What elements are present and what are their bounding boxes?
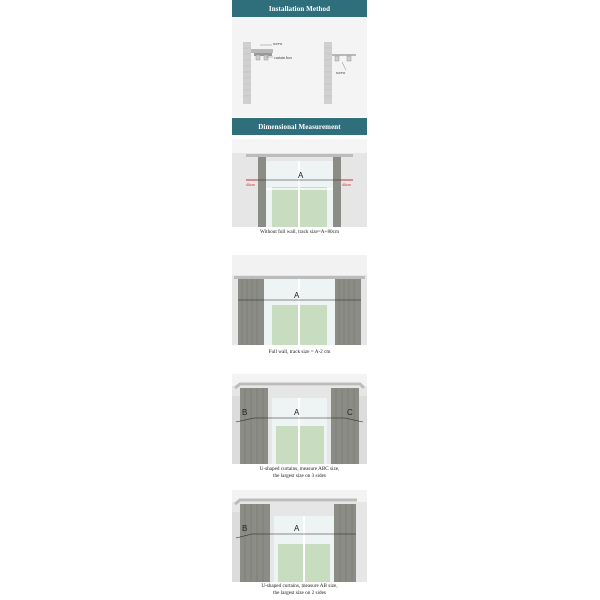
installation-method-banner (232, 0, 367, 17)
dimension-letter-a: A (294, 291, 300, 300)
installation-method-title: Installation Method (268, 4, 331, 13)
dimension-letter-a: A (294, 524, 300, 533)
room-illustration-2 (232, 255, 367, 345)
caption-full-wall (232, 349, 367, 356)
dimension-letter-a: A (298, 171, 304, 180)
product-detail-column (232, 0, 367, 600)
installation-diagram-panel (232, 17, 367, 117)
dimension-letter-b: B (242, 408, 248, 417)
caption-line: the largest size on 3 sides (273, 472, 326, 479)
caption-line: the largest size on 2 sides (273, 589, 326, 596)
dimension-letter-b: B (242, 524, 248, 533)
screw-label-right: screw (336, 70, 346, 75)
caption-line: U-shaped curtains, measure ABC size, (259, 466, 340, 472)
side-label-left: 40cm (246, 183, 255, 187)
caption-u-shaped-ab (232, 583, 367, 596)
curtain-box-label: curtain box (274, 55, 293, 60)
room-illustration-4 (232, 490, 367, 582)
room-illustration-1 (232, 139, 367, 227)
panel-without-full-wall (232, 139, 367, 227)
caption-without-full-wall (232, 229, 367, 236)
panel-full-wall (232, 255, 367, 345)
left-wall-illustration (243, 42, 273, 104)
dimension-letter-c: C (347, 408, 353, 417)
caption-line: Full wall, track size = A-2 cm (268, 349, 331, 355)
caption-line: Without full wall, track size=A+80cm (260, 229, 339, 235)
dimensional-measurement-title: Dimensional Measurement (258, 122, 341, 131)
panel-u-shaped-abc (232, 374, 367, 464)
caption-u-shaped-abc (232, 466, 367, 479)
caption-line: U-shaped curtains, measure AB size, (261, 583, 338, 589)
side-label-right: 40cm (342, 183, 351, 187)
dimension-letter-a: A (294, 408, 300, 417)
room-illustration-3 (232, 374, 367, 464)
dimensional-measurement-banner (232, 118, 367, 135)
screw-label: screw (273, 41, 283, 46)
panel-u-shaped-ab (232, 490, 367, 582)
installation-diagram (232, 17, 367, 117)
